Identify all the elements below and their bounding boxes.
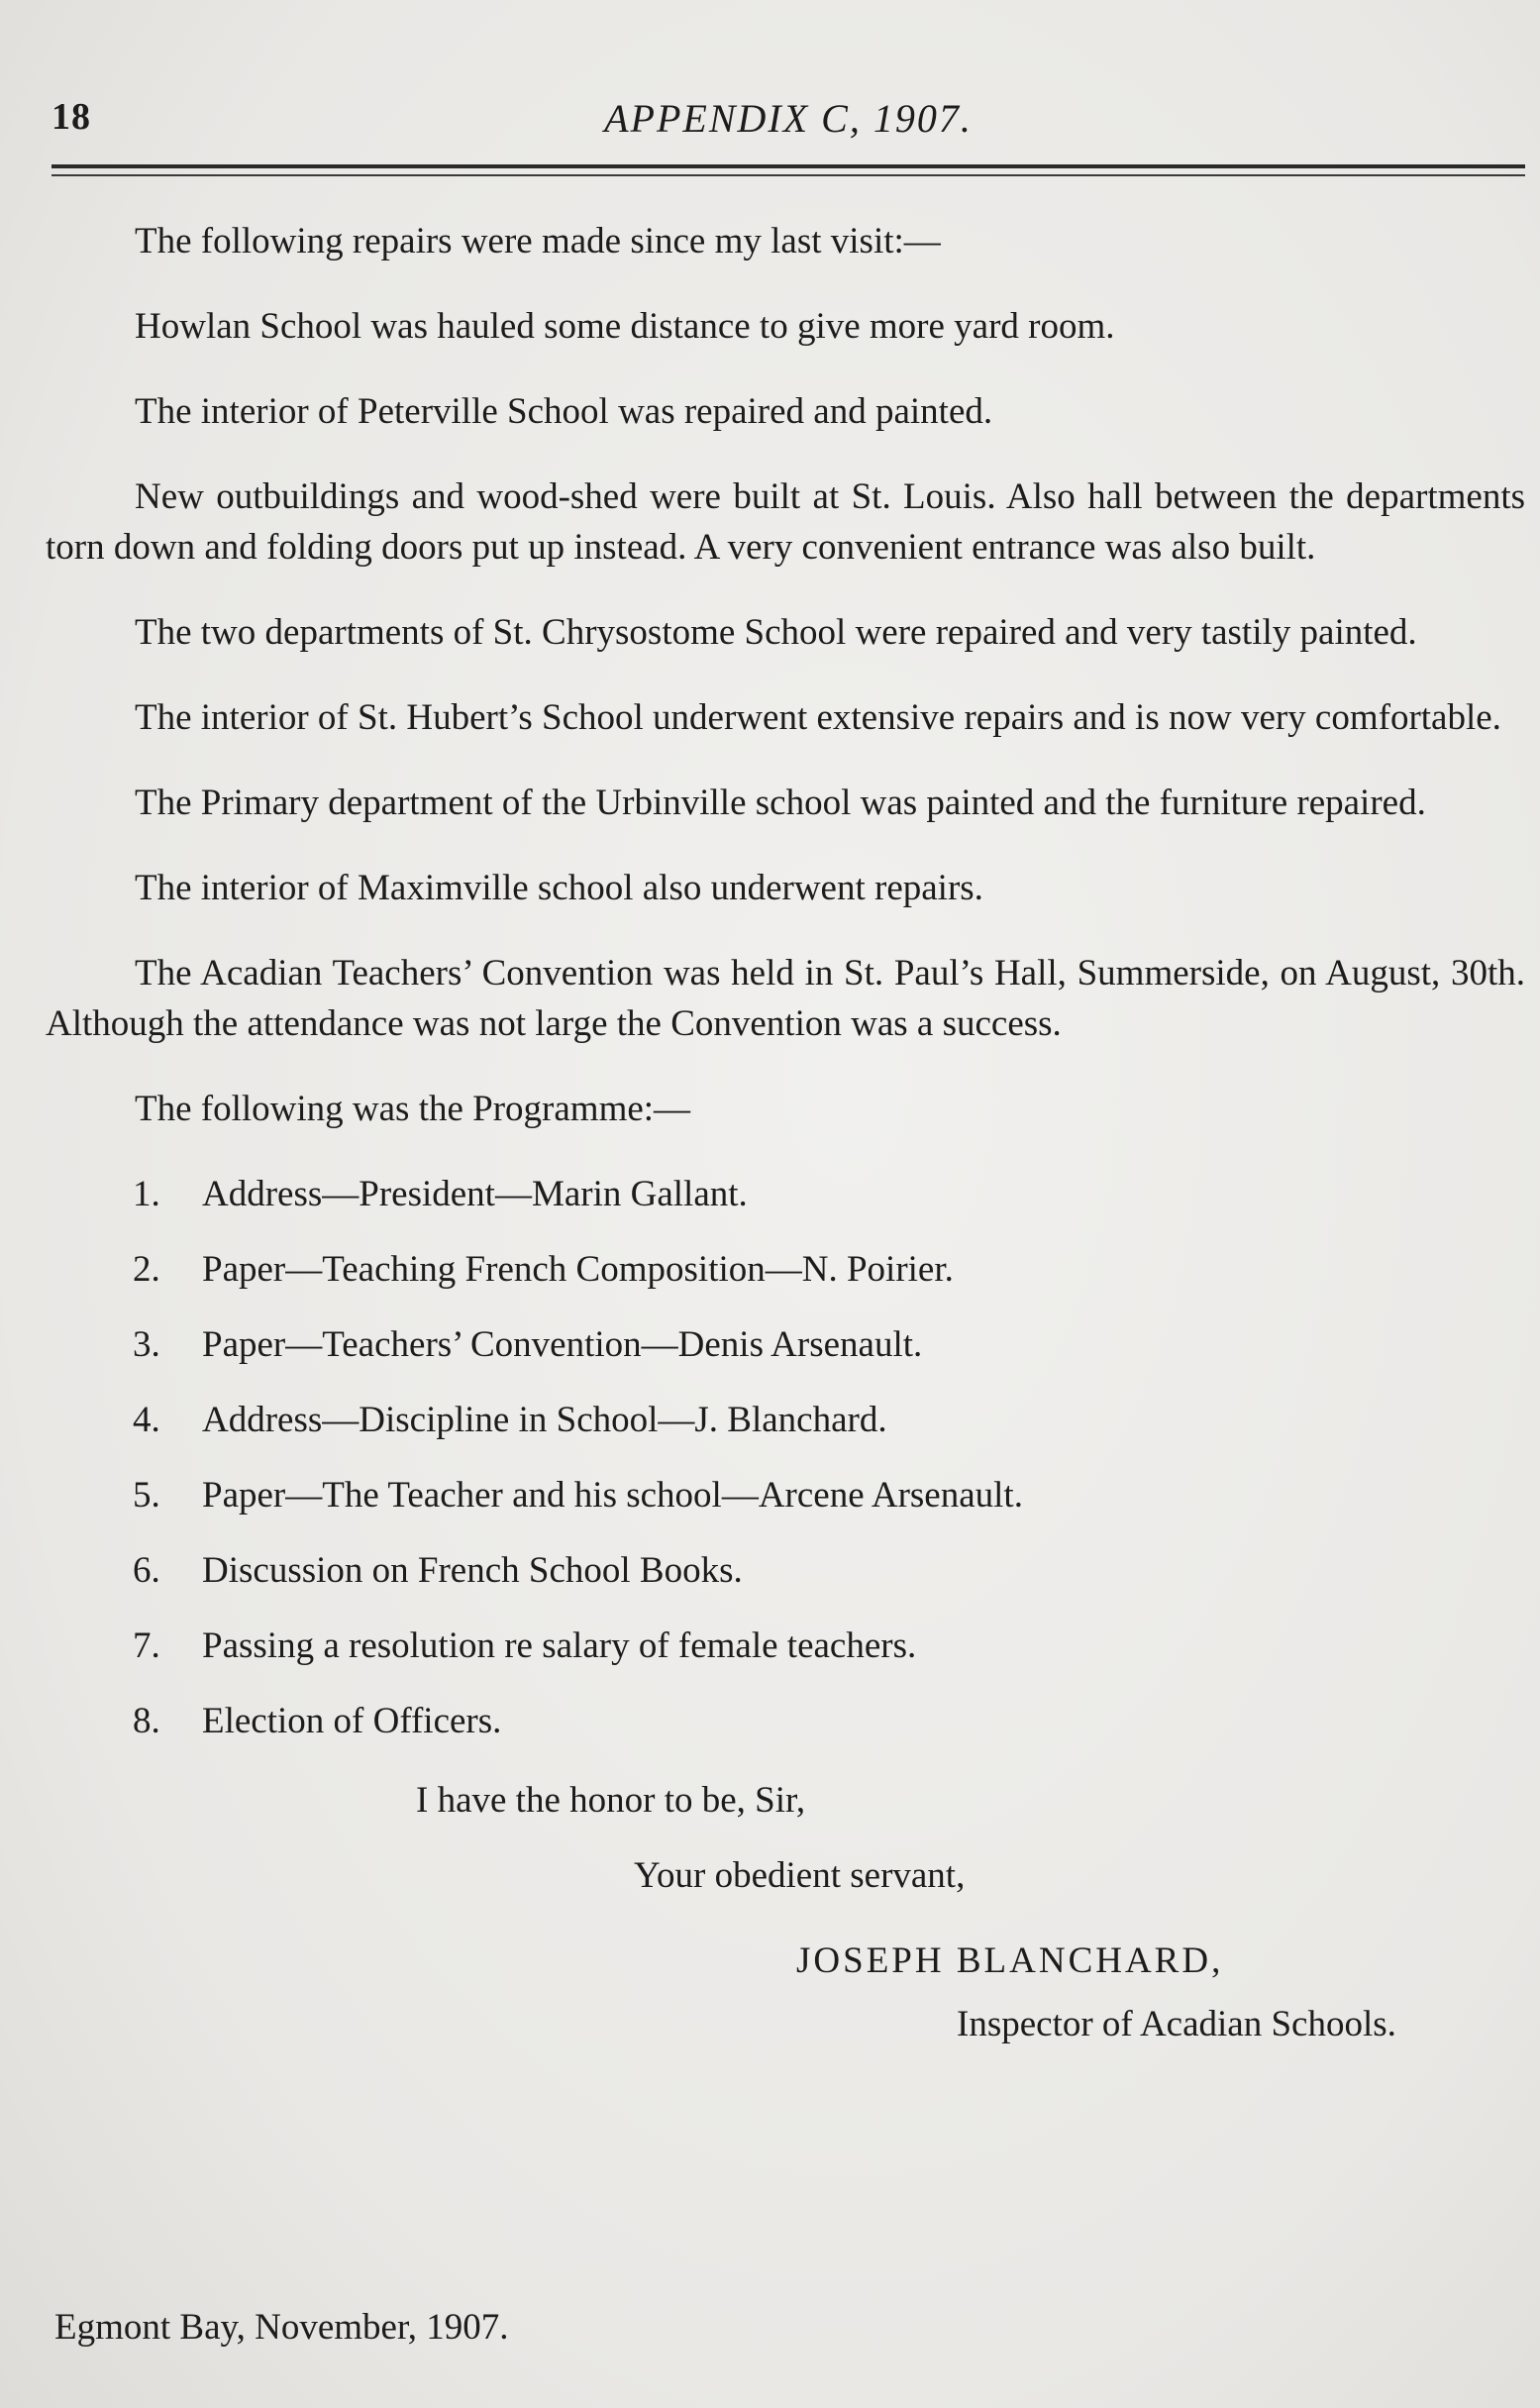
programme-item [46, 1696, 1525, 1771]
paragraph: The following was the Programme:— [135, 1089, 691, 1129]
programme-item-number: 2. [133, 1249, 160, 1290]
paragraph: The Acadian Teachers’ Convention was held in St. Paul’s Hall, Summerside, on August, 30th. Although the attendance was not large the Convention was a success. [46, 953, 1525, 1044]
programme-item [46, 1319, 1525, 1395]
page-number: 18 [51, 96, 91, 138]
programme-item-number: 6. [133, 1550, 160, 1591]
programme-item-number: 7. [133, 1625, 160, 1666]
page-header [51, 87, 1525, 147]
programme-item-text: Passing a resolution re salary of female teachers. [202, 1625, 917, 1666]
programme-item-text: Discussion on French School Books. [202, 1550, 743, 1591]
programme-item-text: Election of Officers. [202, 1701, 502, 1741]
programme-item [46, 1395, 1525, 1470]
header-rule [51, 164, 1525, 168]
programme-item [46, 1545, 1525, 1621]
paragraph: New outbuildings and wood-shed were built at St. Louis. Also hall between the departments torn down and folding doors put up instead. A very convenient entrance was also built. [46, 476, 1525, 568]
programme-item [46, 1169, 1525, 1244]
signatory-title: Inspector of Acadian Schools. [957, 2004, 1396, 2044]
programme-item-number: 8. [133, 1701, 160, 1741]
programme-item [46, 1621, 1525, 1696]
paragraph: The following repairs were made since my last visit:— [135, 221, 941, 262]
paragraph: The interior of St. Hubert’s School underwent extensive repairs and is now very comfortable. [135, 697, 1501, 738]
programme-item-text: Address—President—Marin Gallant. [202, 1174, 748, 1214]
paragraph: The two departments of St. Chrysostome School were repaired and very tastily painted. [135, 612, 1417, 653]
programme-item [46, 1470, 1525, 1545]
paragraph: Howlan School was hauled some distance to give more yard room. [135, 306, 1115, 347]
programme-item-number: 3. [133, 1324, 160, 1365]
paragraph: The Primary department of the Urbinville school was painted and the furniture repaired. [135, 783, 1426, 823]
paragraph: The interior of Peterville School was repaired and painted. [135, 391, 993, 432]
closing-valediction: Your obedient servant, [634, 1855, 966, 1896]
signature: JOSEPH BLANCHARD, [796, 1940, 1224, 1981]
programme-item-number: 1. [133, 1174, 160, 1214]
programme-list [46, 1169, 1525, 1771]
body-text [46, 216, 1525, 2044]
closing-salutation: I have the honor to be, Sir, [416, 1780, 806, 1821]
programme-item-number: 4. [133, 1400, 160, 1440]
running-head: APPENDIX C, 1907. [604, 96, 973, 141]
programme-item [46, 1244, 1525, 1319]
programme-item-text: Paper—The Teacher and his school—Arcene Arsenault. [202, 1475, 1023, 1516]
programme-item-text: Paper—Teachers’ Convention—Denis Arsenault. [202, 1324, 923, 1365]
header-rule-thin [51, 174, 1525, 176]
programme-item-text: Paper—Teaching French Composition—N. Poirier. [202, 1249, 954, 1290]
paragraph: The interior of Maximville school also underwent repairs. [135, 868, 983, 908]
programme-item-number: 5. [133, 1475, 160, 1516]
programme-item-text: Address—Discipline in School—J. Blanchard. [202, 1400, 887, 1440]
dateline: Egmont Bay, November, 1907. [54, 2307, 509, 2348]
